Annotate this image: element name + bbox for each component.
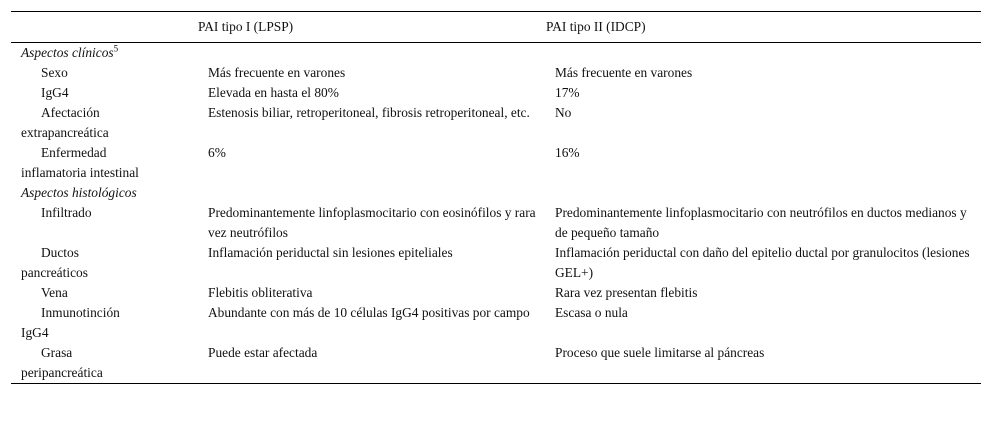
comparison-table [11,11,981,384]
row-label [11,143,198,183]
row-label [11,283,198,303]
table-row [11,303,981,343]
cell-type2: Inflamación periductal con daño del epitelio ductal por granulocitos (lesiones GEL+) [555,245,970,280]
section-row [11,183,981,203]
row-label [11,203,198,243]
reference-superscript: 5 [113,43,119,54]
row-label-continuation: inflamatoria intestinal [21,165,139,180]
row-label-continuation: IgG4 [21,325,49,340]
row-label-first-line: Afectación [41,105,100,120]
table-row [11,243,981,283]
row-label-first-line: Vena [41,285,68,300]
row-label [11,83,198,103]
cell-type2: Rara vez presentan flebitis [555,285,698,300]
row-label-continuation: peripancreática [21,365,103,380]
cell-type1: Elevada en hasta el 80% [208,85,339,100]
row-label [11,303,198,343]
cell-type1: Más frecuente en varones [208,65,346,80]
cell-type2: Predominantemente linfoplasmocitario con neutrófilos en ductos medianos y de pequeño tamaño [555,205,967,240]
header-col-type1: PAI tipo I (LPSP) [198,12,546,43]
section-row [11,43,981,64]
cell-type1: 6% [208,145,226,160]
header-row [11,12,981,43]
cell-type2: Proceso que suele limitarse al páncreas [546,343,981,384]
section-title [11,43,981,64]
table-header [11,12,981,43]
row-label-first-line: Infiltrado [41,205,92,220]
cell-type2: Más frecuente en varones [555,65,693,80]
row-label [11,63,198,83]
table-row [11,143,981,183]
row-label [11,103,198,143]
row-label-first-line: Inmunotinción [41,305,120,320]
section-title-text: Aspectos histológicos [21,185,137,200]
section-title-text: Aspectos clínicos [21,45,114,60]
cell-type1: Predominantemente linfoplasmocitario con eosinófilos y rara vez neutrófilos [208,205,536,240]
header-col-type2: PAI tipo II (IDCP) [546,12,981,43]
cell-type1: Abundante con más de 10 células IgG4 positivas por campo [208,305,530,320]
table-row [11,83,981,103]
cell-type2: 16% [555,145,580,160]
cell-type1: Estenosis biliar, retroperitoneal, fibrosis retroperitoneal, etc. [208,105,530,120]
cell-type2: No [555,105,572,120]
cell-type1: Puede estar afectada [198,343,546,384]
table-row [11,103,981,143]
section-title [11,183,981,203]
cell-type1: Flebitis obliterativa [208,285,313,300]
cell-type2: 17% [555,85,580,100]
row-label-continuation: pancreáticos [21,265,88,280]
table-row [11,283,981,303]
row-label-first-line: Ductos [41,245,79,260]
table-row [11,203,981,243]
row-label-first-line: IgG4 [41,85,69,100]
table-body [11,43,981,384]
row-label-first-line: Sexo [41,65,68,80]
row-label-continuation: extrapancreática [21,125,109,140]
table-row [11,343,981,384]
row-label-first-line: Enfermedad [41,145,107,160]
row-label [11,343,198,384]
row-label-first-line: Grasa [41,345,73,360]
cell-type1: Inflamación periductal sin lesiones epiteliales [208,245,453,260]
cell-type2: Escasa o nula [555,305,628,320]
header-col-1 [11,12,198,43]
row-label [11,243,198,283]
table-row [11,63,981,83]
